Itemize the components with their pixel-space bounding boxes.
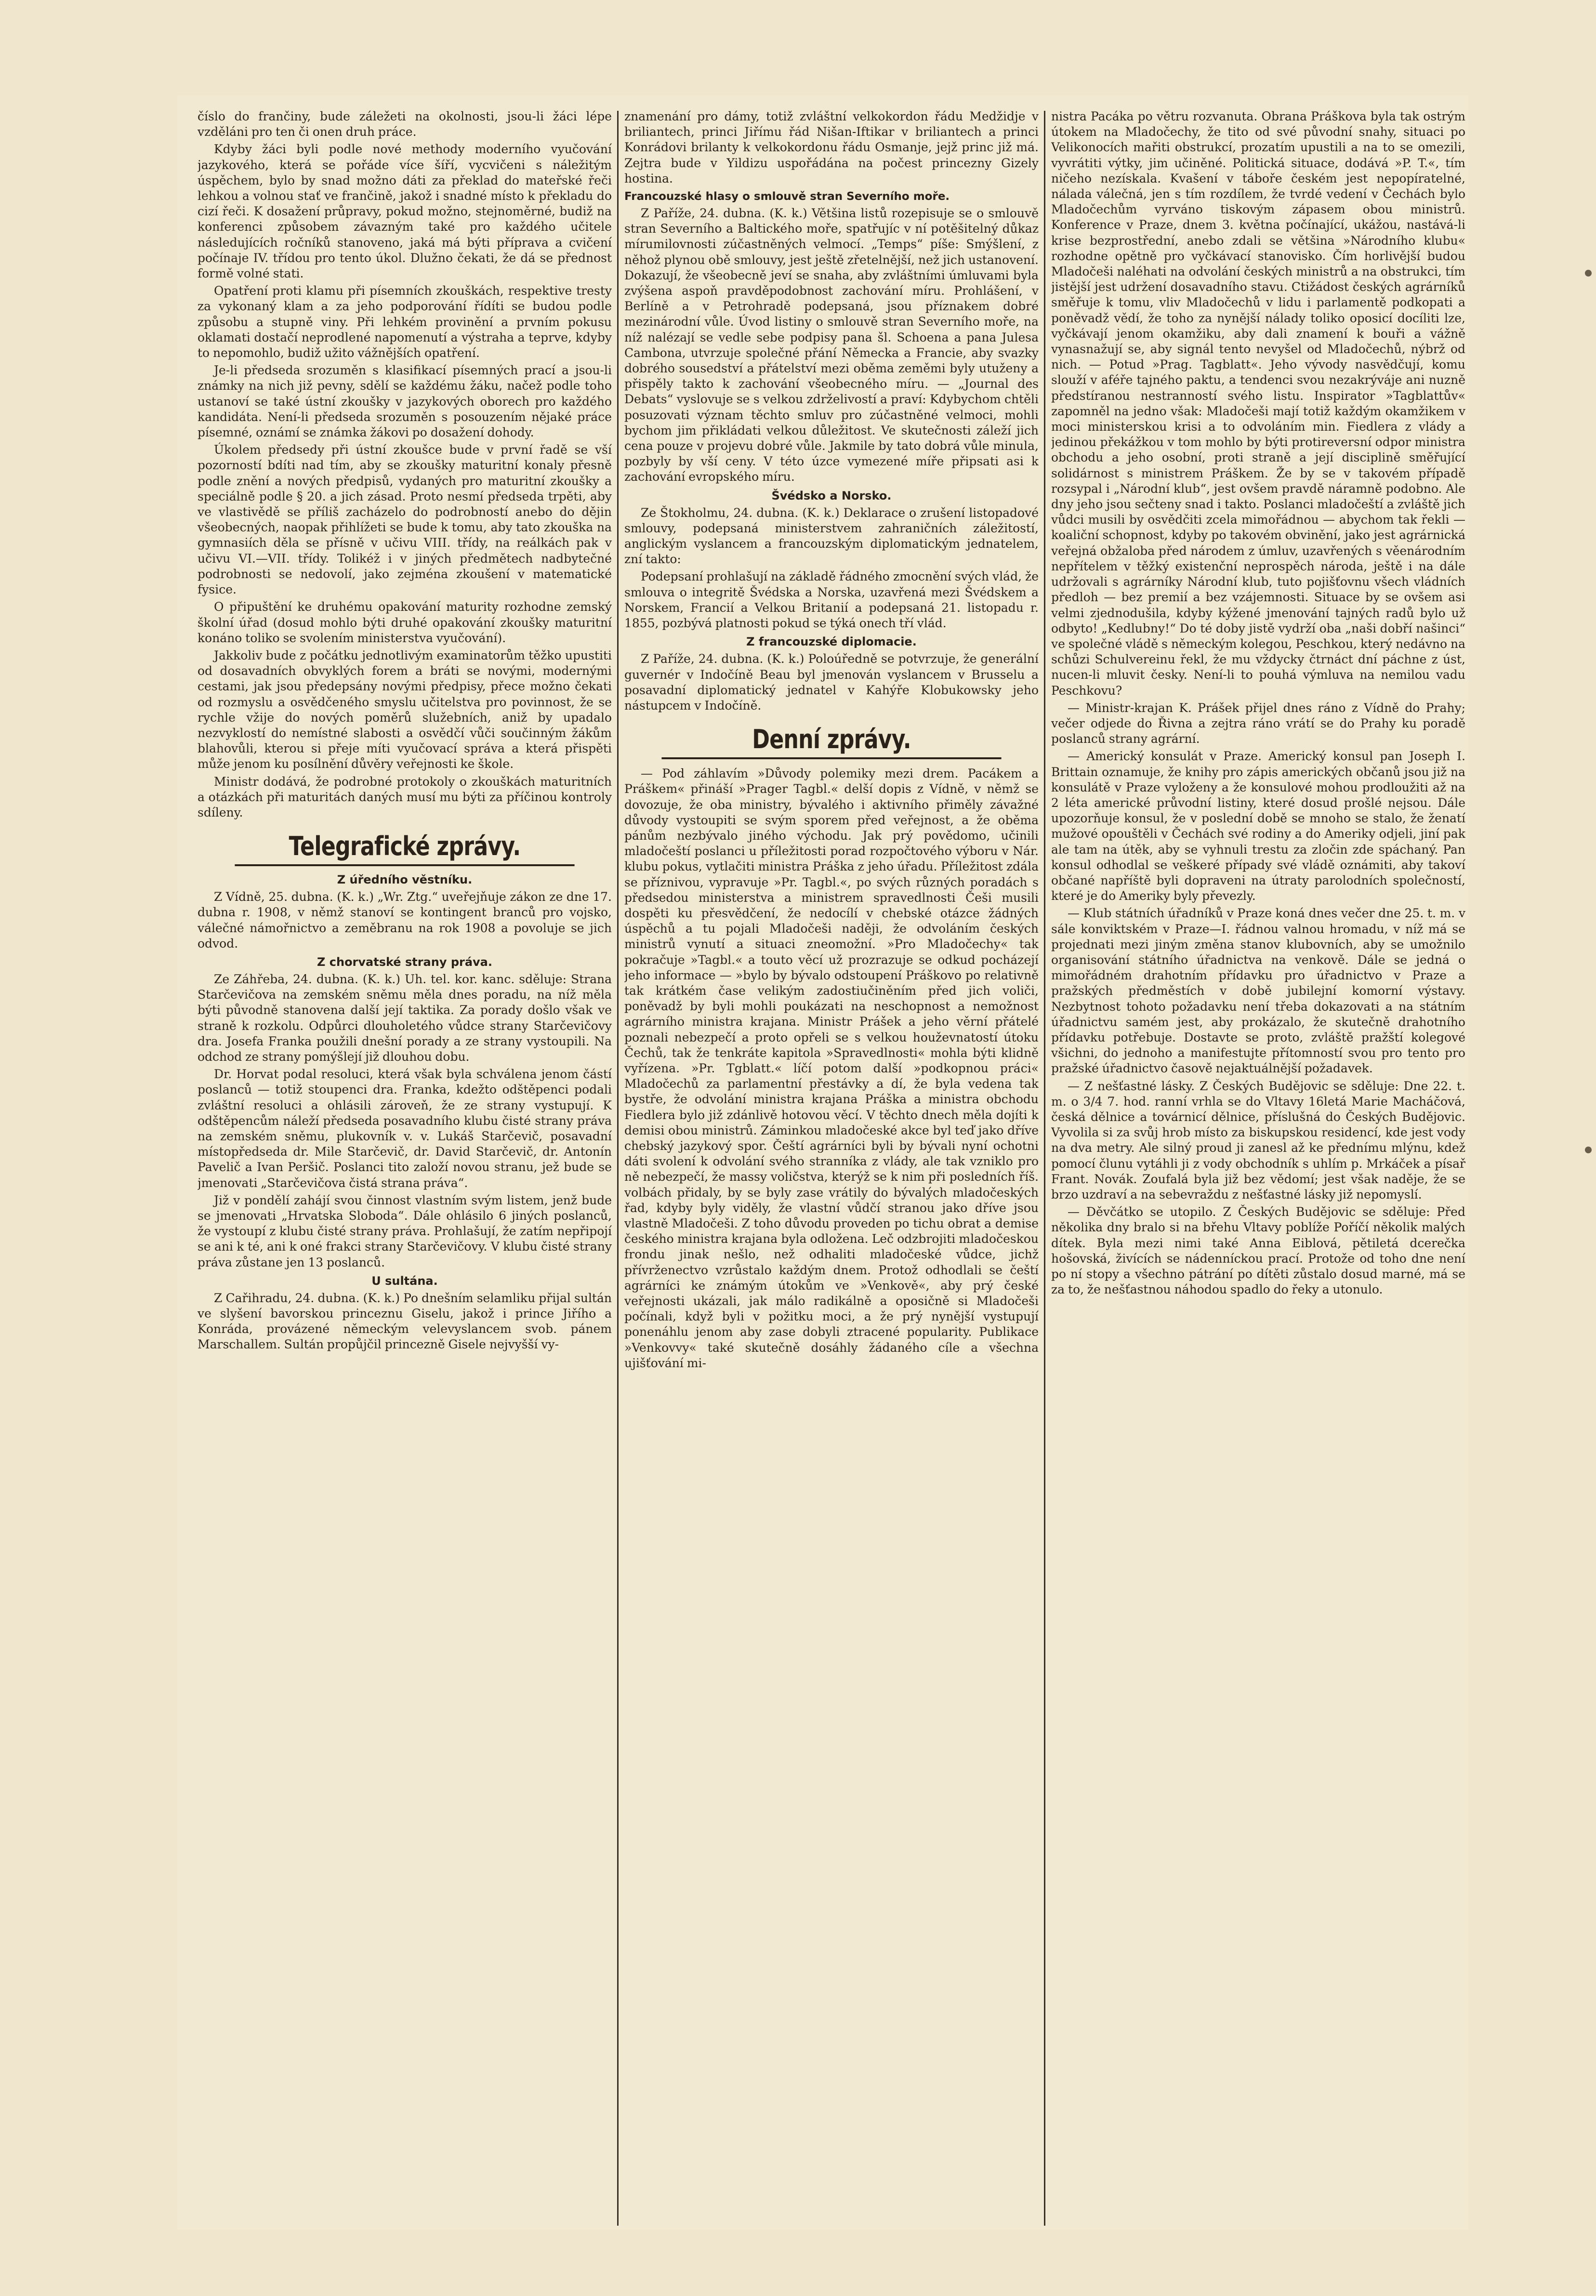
article-paragraph: Úkolem předsedy při ústní zkoušce bude v první řadě se vší pozorností bdíti nad tím, aby se zkoušky maturitní konaly přesně podle znění a nových předpisů, vydaných pro maturitní zkoušky a speciálně podle § 20. a jich zásad. Proto nesmí předseda trpěti, aby ve vlastivědě se příliš zacházelo do podrobností anebo do dějin všeobecných, naopak přihlížeti se bude k tomu, aby tato zkouška na gymnasiích děla se přísně v učivu VIII. třídy, na reálkách pak v učivu VI.—VII. třídy. Tolikéž i v jiných předmětech nadbytečné podrobnosti se nedovolí, jako zejména zkoušení v matematické fysice. <box>198 443 612 597</box>
column-3 <box>1051 109 1465 2229</box>
column-rule-1 <box>617 111 619 2226</box>
article-paragraph: Jakkoliv bude z počátku jednotlivým examinatorům těžko upustiti od dosavadních obvyklých forem a bráti se novými, modernými cestami, jak jsou předepsány novými předpisy, přece možno čekati od rozmyslu a osvědčeného smyslu učitelstva pro povinnost, že se rychle vžije do nových poměrů služebních, aniž by upadalo nezvyklostí do nemístné slabosti a osvědčí vůči součinným žákům blahovůli, kterou si přeje míti vyučovací správa a která přispěti může jenom ku posílnění důvěry veřejnosti ke škole. <box>198 648 612 771</box>
subheading: Švédsko a Norsko. <box>771 488 892 502</box>
article-paragraph: Je-li předseda srozuměn s klasifikací písemných prací a jsou-li známky na nich již pevny, sdělí se každému žáku, načež podle toho ustanoví se také ústní zkoušky v jazykových oborech pro každého kandidáta. Není-li předseda srozuměn s posouzením nějaké práce písemné, oznámí se známka žákovi po dosažení dohody. <box>198 363 612 440</box>
article-paragraph: O připuštění ke druhému opakování maturity rozhodne zemský školní úřad (dosud mohlo býti druhé opakování zkoušky maturitní konáno toliko se svolením ministerstva vyučování). <box>198 600 612 645</box>
subheading: Francouzské hlasy o smlouvě stran Severního moře. <box>624 190 950 203</box>
news-item: — Klub státních úřadníků v Praze koná dnes večer dne 25. t. m. v sále konviktském v Praze—I. řádnou valnou hromadu, v níž má se projednati mezi jiným změna stanov klubovních, aby se umožnilo organisování státního úřadnictva na venkově. Dále se jedná o mimořádném drahotním přídavku pro úřadnictvo v Praze a pražských předměstích v době jubilejní komorní výstavy. Nezbytnost tohoto požadavku není třeba dokazovati a na státním úřadnictvu samém jest, aby prokázalo, že skutečně drahotního přídavku potřebuje. Dostavte se proto, zvláště pražští kolegové všichni, do jednoho a manifestujte přítomností svou pro tento pro pražské úřadnictvo časově nejaktuálnější požadavek. <box>1051 906 1465 1076</box>
subheading: Z chorvatské strany práva. <box>317 955 492 969</box>
news-item: Z Vídně, 25. dubna. (K. k.) „Wr. Ztg.“ uveřejňuje zákon ze dne 17. dubna r. 1908, v němž stanoví se kontingent branců pro vojsko, válečné námořnictvo a zeměbranu na rok 1908 a povoluje se jich odvod. <box>198 890 612 950</box>
subheading: Z úředního věstníku. <box>337 873 473 887</box>
article-paragraph: Opatření proti klamu při písemních zkouškách, respektive tresty za vykonaný klam a za jeho podporování řídíti se budou podle způsobu a stupně viny. Při lehkém provinění a prvním pokusu oklamati dostačí neprodlené napomenutí a výstraha a teprve, kdyby to nepomohlo, budiž užito vážnějších opatření. <box>198 284 612 360</box>
news-item: — Ministr-krajan K. Prášek přijel dnes ráno z Vídně do Prahy; večer odjede do Řivna a zejtra ráno vrátí se do Prahy ku poradě poslanců strany agrární. <box>1051 700 1465 746</box>
news-item: — Pod záhlavím »Důvody polemiky mezi drem. Pacákem a Práškem« přináší »Prager Tagbl.« delší dopis z Vídně, v němž se dovozuje, že oba ministry, bývalého i aktivního přiměly závažné důvody vystoupiti se svým sporem před veřejnost, a že oběma pánům nezbývalo jiného východu. Jak prý povědomo, učinili mladočeští poslanci u příležitosti porad rozpočtového výboru v Nár. klubu pokus, vytlačiti ministra Práška z jeho úřadu. Příležitost zdála se příznivou, vypravuje »Pr. Tagbl.«, po svých různých poradách s předsedou ministerstva a ministrem spravedlnosti Češi musili dospěti ku přesvědčení, že nedocílí v chebské otázce žádných úspěchů a tu pojali Mladočeši naději, že odvoláním českých ministrů vynutí a situaci zneomožní. »Pro Mladočechy« tak pokračuje »Tagbl.« a touto věcí už prozrazuje se odkud pocházejí jeho informace — »bylo by bývalo odstoupení Práškovo po relativně tak krátkém čase velikým zadostiučiněním před jich voliči, poněvadž by byli mohli poukázati na neschopnost a nemožnost agrárního ministra krajana. Ministr Prášek a jeho věrní přátelé poznali nebezpečí a proto opřeli se s velkou houževnatostí útoku Čechů, tak že tenkráte kapitola »Spravedlnosti« mohla býti klidně vyřízena. »Pr. Tgblatt.« líčí potom další »podkopnou práci« Mladočechů za parlamentní přestávky a dí, že byla vedena tak bystře, že odvolání ministra krajana Práška a ministra obchodu Fiedlera bylo již zdánlivě hotovou věcí. V těchto dnech měla dojíti k demisi obou ministrů. Záminkou mladočeské akce byl teď jako dříve chebský jazykový spor. Čeští agrárníci byli by bývali nyní ochotni dáti svolení k odvolání svého stranníka z vlády, ale tak vzniklo pro ně nebezpečí, že massy voličstva, kterýž se k nim při posledních říš. volbách přidaly, by se byly zase vrátily do bývalých mladočeských řad, kdyby byly viděly, že vlastní vůdčí stranou jako dříve jsou vlastně Mladočeši. Z toho důvodu proveden po tichu obrat a demise českého ministra krajana byla odložena. Leč odzbrojiti mladočeskou frondu jinak nešlo, než odhaliti mladočeské vůdce, jichž přívrženectvo vzrůstalo každým dnem. Protož odhodlali se čeští agrárníci ke známým útokům ve »Venkově«, aby prý české veřejnosti ukázali, jak málo radikálně a oposičně si Mladočeši počínali, když byli v požitku moci, a že prý nynější vystupují ponenáhlu jenom aby zase dobyli ztracené popularity. Publikace »Venkovvy« také skutečně dosáhly žádaného cíle a všechna ujišťování mi- <box>624 766 1039 1370</box>
news-item: Z Paříže, 24. dubna. (K. k.) Poloúředně se potvrzuje, že generální guvernér v Indočíně Beau byl jmenován vyslancem v Brusselu a posavadní diplomatický jednatel v Kahýře Klobukowsky jeho nástupcem v Indočíně. <box>624 652 1039 713</box>
news-item: znamenání pro dámy, totiž zvláštní velkokordon řádu Medžidje v briliantech, princi Jiřímu řád Nišan-Iftikar v briliantech a princi Konrádovi brilanty k velkokordonu řádu Osmanje, jejž princ již má. Zejtra bude v Yildizu uspořádána na počest princezny Gizely hostina. <box>624 109 1039 185</box>
news-item: Podepsaní prohlašují na základě řádného zmocnění svých vlád, že smlouva o integritě Švédska a Norska, uzavřená mezi Švédskem a Norskem, Francií a Velkou Britanií a podepsaná 21. listopadu r. 1855, pozbývá platnosti pokud se týká onech tří vlád. <box>624 569 1039 631</box>
news-item: — Z nešťastné lásky. Z Českých Budějovic se sděluje: Dne 22. t. m. o 3/4 7. hod. ranní vrhla se do Vltavy 16letá Marie Macháčová, česká dělnice a továrnicí dělnice, příslušná do Českých Budějovic. Vyvolila si za svůj hrob místo za biskupskou residencí, kde jest vody na dva metry. Ale silný proud ji zanesl až ke přednímu mlýnu, kdež pomocí člunu vytáhli ji z vody obchodník s uhlím p. Mrkáček a písař Frant. Novák. Zoufalá byla již bez vědomí; jest však naděje, že se brzo uzdraví a na sebevraždu z nešťastné lásky již nepomyslí. <box>1051 1079 1465 1202</box>
section-title-telegraph: Telegrafické zprávy. <box>235 831 574 866</box>
news-item: Ze Záhřeba, 24. dubna. (K. k.) Uh. tel. kor. kanc. sděluje: Strana Starčevičova na zemském sněmu měla dnes poradu, na níž měla býti původně stanovena další její taktika. Za porady došlo však ve straně k rozkolu. Odpůrci dlouholetého vůdce strany Starčevičovy dra. Josefa Franka použili dnešní porady a ze strany vystoupili. Na odchod ze strany pomýšlejí již dlouhou dobu. <box>198 972 612 1064</box>
section-title-daily-news: Denní zprávy. <box>661 724 1001 759</box>
subheading: U sultána. <box>371 1274 438 1288</box>
news-item: — Děvčátko se utopilo. Z Českých Budějovic se sděluje: Před několika dny bralo si na břehu Vltavy poblíže Poříčí několik malých dítek. Byla mezi nimi také Anna Eiblová, pětiletá dcerečka hošovská, živících se nádenníckou prací. Protože od toho dne není po ní stopy a všechno pátrání po dítěti zůstalo dosud marné, má se za to, že nešťastnou náhodou spadlo do řeky a utonulo. <box>1051 1205 1465 1297</box>
news-item: Z Paříže, 24. dubna. (K. k.) Většina listů rozepisuje se o smlouvě stran Severního a Baltického moře, spatřujíc v ní potěšitelný důkaz mírumilovnosti zúčastněných velmocí. „Temps“ píše: Smýšlení, z něhož plynou obě smlouvy, jest ještě zřetelnější, než jich ustanovení. Dokazují, že všeobecně jeví se snaha, aby zvláštními úmluvami byla zvýšena aspoň pravděpodobnost zachování míru. Prohlášení, v Berlíně a v Petrohradě podepsaná, jsou příznakem dobré mezinárodní vůle. Úvod listiny o smlouvě stran Severního moře, na níž nalézají se vedle sebe podpisy pana šl. Schoena a pana Julesa Cambona, utvrzuje společné přání Německa a Francie, aby svazky dobrého sousedství a přátelství mezi oběma zeměmi byly utuženy a přispěly takto k zachování všeobecného míru. — „Journal des Debats“ vyslovuje se s velkou zdrželivostí a praví: Kdybychom chtěli posuzovati význam těchto smluv pro zúčastněné velmoci, mohli bychom jim přikládati velkou důležitost. Ve skutečnosti záleží jich cena pouze v projevu dobré vůle. Jakmile by tato dobrá vůle minula, pozbyly by vší ceny. V této úzce vymezené míře připsati asi k zachování evropského míru. <box>624 206 1039 484</box>
news-item: Dr. Horvat podal resoluci, která však byla schválena jenom částí poslanců — totiž stoupenci dra. Franka, kdežto odštěpenci podali zvláštní resoluci a ohlásili zároveň, že ze strany vystupují. K odštěpencům náleží předseda posavadního klubu čisté strany práva na zemském sněmu, plukovník v. v. Lukáš Starčevič, posavadní místopředseda dr. Mile Starčevič, dr. David Starčevič, dr. Antonín Pavelič a Ivan Peršič. Poslanci tito založí novou stranu, jež bude se jmenovati „Starčevičova čistá strana práva“. <box>198 1067 612 1190</box>
column-1 <box>198 109 612 2229</box>
news-item: Ze Štokholmu, 24. dubna. (K. k.) Deklarace o zrušení listopadové smlouvy, podepsaná ministerstvem zahraničních záležitostí, anglickým vyslancem a francouzským diplomatickým jednatelem, zní takto: <box>624 505 1039 567</box>
article-paragraph: číslo do frančiny, bude záležeti na okolnosti, jsou-li žáci lépe vzděláni pro ten či onen druh práce. <box>198 109 612 139</box>
news-item: — Americký konsulát v Praze. Americký konsul pan Joseph I. Brittain oznamuje, že knihy pro zápis amerických občanů jsou již na konsulátě v Praze vyloženy a že konsulové mohou prodloužiti až na 2 léta americké průvodní listiny, které dosud prošlé nejsou. Dále upozorňuje konsul, že v poslední době se mnoho se stalo, že ženatí mužové opouštěli v Čechách své rodiny a do Ameriky odjeli, jiní pak ale tam na útěk, aby se vyhnuli trestu za zločin zde spáchaný. Pan konsul odhodlal se veškeré případy své vládě oznámiti, aby takoví občané napříště byli dopraveni na útraty parolodních společností, které je do Ameriky byly převezly. <box>1051 749 1465 903</box>
article-paragraph: Ministr dodává, že podrobné protokoly o zkouškách maturitních a otázkách při maturitách daných musí mu býti za příčinou kontroly sdíleny. <box>198 774 612 819</box>
news-item: Z Cařihradu, 24. dubna. (K. k.) Po dnešním selamliku přijal sultán ve slyšení bavorskou princeznu Giselu, jakož i prince Jiřího a Konráda, provázené německým velevyslancem svob. pánem Marschallem. Sultán propůjčil princezně Gisele nejvyšší vy- <box>198 1291 612 1352</box>
article-paragraph: Kdyby žáci byli podle nové methody moderního vyučování jazykového, která se pořáde více šíří, vycvičeni s náležitým úspěchem, bylo by snad možno dáti za překlad do mateřské řeči lehkou a volnou stať ve frančině, jakož i snadné místo k překladu do cizí řeči. K dosažení průpravy, pokud možno, stejnoměrné, budiž na konferenci způsobem závazným také pro každého učitele následujících ročníků stanoveno, jaká má býti příprava a cvičení počínaje IV. třídou pro tento úkol. Dlužno čekati, že dá se přednost formě volné stati. <box>198 142 612 281</box>
column-2 <box>624 109 1039 2229</box>
column-rule-2 <box>1044 111 1045 2226</box>
news-item: nistra Pacáka po větru rozvanuta. Obrana Práškova byla tak ostrým útokem na Mladočechy, že tito od své původní snahy, situaci po Velikonocích mařiti obstrukcí, prozatím upustili a na to se omezili, vyvrátiti výtky, jim učiněné. Politická situace, dodává »P. T.«, tím ničeho nezískala. Kvašení v táboře českém jest nepopíratelné, nálada válečná, jen s tím rozdílem, že tvrdé vedení v Čechách bylo Mladočechům vyrváno tiskovým zápasem obou ministrů. Konference v Praze, dnem 3. května počínající, ukážou, nastává-li krise bezprostřední, anebo zdali se většina »Národního klubu« rozhodne opětně pro vyčkávací stanovisko. Čím horlivější budou Mladočeši naléhati na odvolání českých ministrů a na obstrukci, tím jistější jest udržení dosavadního stavu. Ctižádost českých agrárníků směřuje k tomu, vliv Mladočechů v lidu i parlamentě podkopati a poněvadž vědí, že toho za nynější nálady toliko oposicí docíliti lze, vyčkávají jenom okamžiku, aby dali znamení k bouři a vážně vynasnažují se, aby signál tento nevyšel od Mladočechů, nýbrž od nich. — Potud »Prag. Tagblatt«. Jeho vývody nasvědčují, komu slouží v aféře tajného paktu, a tendenci svou nezakrýváje ani nuzně předstíranou nestranností svého listu. Inspirator »Tagblattův« zapomněl na jedno však: Mladočeši mají totiž každým okamžikem v moci ministerskou krisi a to odvoláním min. Fiedlera z vlády a jedinou překážkou v tom mohlo by býti protireversní odpor ministra obchodu a jeho osobní, proti straně a její disciplině směřující solidárnost s ministrem Práškem. Že by se v takovém případě rozsypal i „Národní klub“, jest ovšem pravdě náramně podobno. Ale dny jeho jsou sečteny snad i takto. Poslanci mladočeští a zvláště jich vůdci musili by osvědčiti zcela mimořádnou — abychom tak řekli — koaliční schopnost, kdyby po takovém obvinění, jako jest agrárnická veřejná obžaloba před národem z úmluv, uzavřených s věenárodním nepřítelem v těžký existenční neprospěch národa, ještě i na dále udržovali s agrárníky Národní klub, tuto pojišťovnu všech vládních předloh — bez premií a bez vzájemnosti. Situace by se ovšem asi velmi zjednodušila, kdyby kýžené jmenování tajných radů bylo už odbyto! „Kedlubny!“ Do té doby jistě vydrží oba „naši dobří našinci“ ve společné vládě s německým kolegou, Peschkou, který nedávno na schůzi Schulvereinu řekl, že mu vždycky čtrnáct dní páchne z úst, nucen-li mluvit česky. Není-li to pouhá výmluva na nemilou vadu Peschkovu? <box>1051 109 1465 698</box>
binding-hole <box>1585 1147 1592 1153</box>
binding-hole <box>1585 270 1592 277</box>
news-item: Již v pondělí zahájí svou činnost vlastním svým listem, jenž bude se jmenovati „Hrvatska Sloboda“. Dále ohlásilo 6 jiných poslanců, že vystoupí z klubu čisté strany práva. Prohlašují, že zatím nepřipojí se ani k té, ani k oné frakci strany Starčevičovy. V klubu čisté strany práva zůstane jen 13 poslanců. <box>198 1193 612 1269</box>
subheading: Z francouzské diplomacie. <box>746 635 917 649</box>
